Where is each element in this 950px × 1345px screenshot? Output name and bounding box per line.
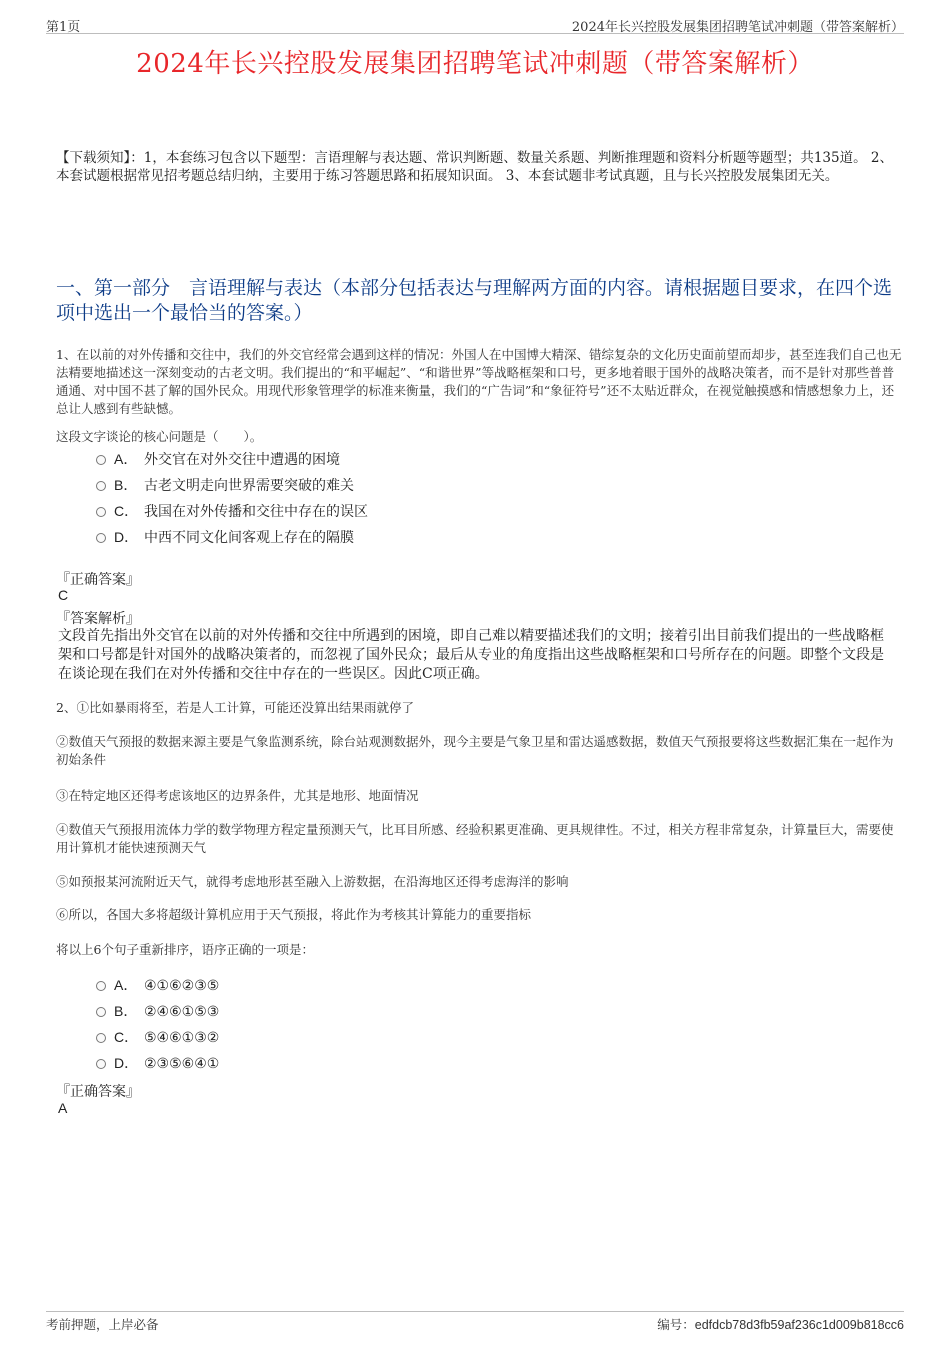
q2-answer-tag: 『正确答案』	[56, 1084, 140, 1100]
q2-sentence-4: ④数值天气预报用流体力学的数学物理方程定量预测天气，比耳目所感、经验积累更准确、更具规律性。不过，相关方程非常复杂，计算量巨大，需要使用计算机才能快速预测天气	[56, 822, 894, 855]
q1-answer-tag: 『正确答案』	[56, 572, 140, 588]
radio-icon[interactable]	[96, 533, 106, 543]
question-1-prompt: 这段文字谈论的核心问题是（ ）。	[56, 429, 263, 444]
q2-sentence-6: ⑥所以，各国大多将超级计算机应用于天气预报，将此作为考核其计算能力的重要指标	[56, 907, 532, 922]
radio-icon[interactable]	[96, 1059, 106, 1069]
q1-option-b[interactable]: B． 古老文明走向世界需要突破的难关	[96, 475, 354, 496]
q1-explanation: 文段首先指出外交官在以前的对外传播和交往中所遇到的困境，即自己难以精要描述我们的文明；接着引出目前我们提出的一些战略框架和口号都是针对国外的战略决策者的，而忽视了国外民众；最后从专业的角度指出这些战略框架和口号所存在的问题。即整个文段是在谈论现在我们在对外传播和交往中存在的一些误区。因此C项正确。	[58, 628, 884, 682]
radio-icon[interactable]	[96, 481, 106, 491]
page-header	[46, 14, 904, 34]
page-footer	[46, 1311, 904, 1335]
header-doc-title: 2024年长兴控股发展集团招聘笔试冲刺题（带答案解析）	[571, 20, 904, 35]
footer-code: 编号：edfdcb78d3fb59af236c1d009b818cc6	[657, 1317, 904, 1332]
radio-icon[interactable]	[96, 981, 106, 991]
q2-sentence-3: ③在特定地区还得考虑该地区的边界条件，尤其是地形、地面情况	[56, 788, 419, 803]
q2-option-b[interactable]: B． ②④⑥①⑤③	[96, 1001, 219, 1022]
q2-sentence-2: ②数值天气预报的数据来源主要是气象监测系统，除台站观测数据外，现今主要是气象卫星和雷达遥感数据，数值天气预报要将这些数据汇集在一起作为初始条件	[56, 734, 894, 767]
q2-option-d[interactable]: D． ②③⑤⑥④①	[96, 1053, 219, 1074]
q2-option-a[interactable]: A． ④①⑥②③⑤	[96, 975, 219, 996]
page-number: 第1页	[46, 20, 81, 35]
download-notice: 【下载须知】：1，本套练习包含以下题型：言语理解与表达题、常识判断题、数量关系题、判断推理题和资料分析题等题型；共135道。 2、本套试题根据常见招考题总结归纳，主要用于练习答题思路和拓展知识面。 3、本套试题非考试真题，且与长兴控股发展集团无关。	[56, 150, 893, 184]
radio-icon[interactable]	[96, 1033, 106, 1043]
radio-icon[interactable]	[96, 1007, 106, 1017]
section-title: 一、第一部分 言语理解与表达（本部分包括表达与理解两方面的内容。请根据题目要求，在四个选项中选出一个最恰当的答案。）	[56, 277, 893, 324]
radio-icon[interactable]	[96, 507, 106, 517]
q1-explain-tag: 『答案解析』	[56, 611, 140, 627]
q1-option-c[interactable]: C． 我国在对外传播和交往中存在的误区	[96, 501, 368, 522]
document-title: 2024年长兴控股发展集团招聘笔试冲刺题（带答案解析）	[136, 49, 814, 79]
q2-prompt: 将以上6个句子重新排序，语序正确的一项是：	[56, 942, 314, 957]
q2-option-c[interactable]: C． ⑤④⑥①③②	[96, 1027, 219, 1048]
q1-option-a[interactable]: A． 外交官在对外交往中遭遇的困境	[96, 449, 340, 470]
radio-icon[interactable]	[96, 455, 106, 465]
q2-sentence-5: ⑤如预报某河流附近天气，就得考虑地形甚至融入上游数据，在沿海地区还得考虑海洋的影响	[56, 874, 569, 889]
q2-sentence-1: 2、①比如暴雨将至，若是人工计算，可能还没算出结果雨就停了	[56, 700, 414, 715]
question-1-stem: 1、在以前的对外传播和交往中，我们的外交官经常会遇到这样的情况：外国人在中国博大精深、错综复杂的文化历史面前望而却步，甚至连我们自己也无法精要地描述这一深刻变动的古老文明。我们提出的“和平崛起”、“和谐世界”等战略框架和口号，更多地着眼于国外的战略决策者，而不是针对那些普普通通、对中国不甚了解的国外民众。用现代形象管理学的标准来衡量，我们的“广告词”和“象征符号”还不太贴近群众，在视觉触摸感和情感想象力上，还总让人感到有些缺憾。	[56, 347, 902, 416]
q1-answer: C	[58, 587, 69, 603]
footer-slogan: 考前押题，上岸必备	[46, 1317, 159, 1332]
q1-option-d[interactable]: D． 中西不同文化间客观上存在的隔膜	[96, 527, 354, 548]
q2-answer: A	[58, 1100, 68, 1116]
